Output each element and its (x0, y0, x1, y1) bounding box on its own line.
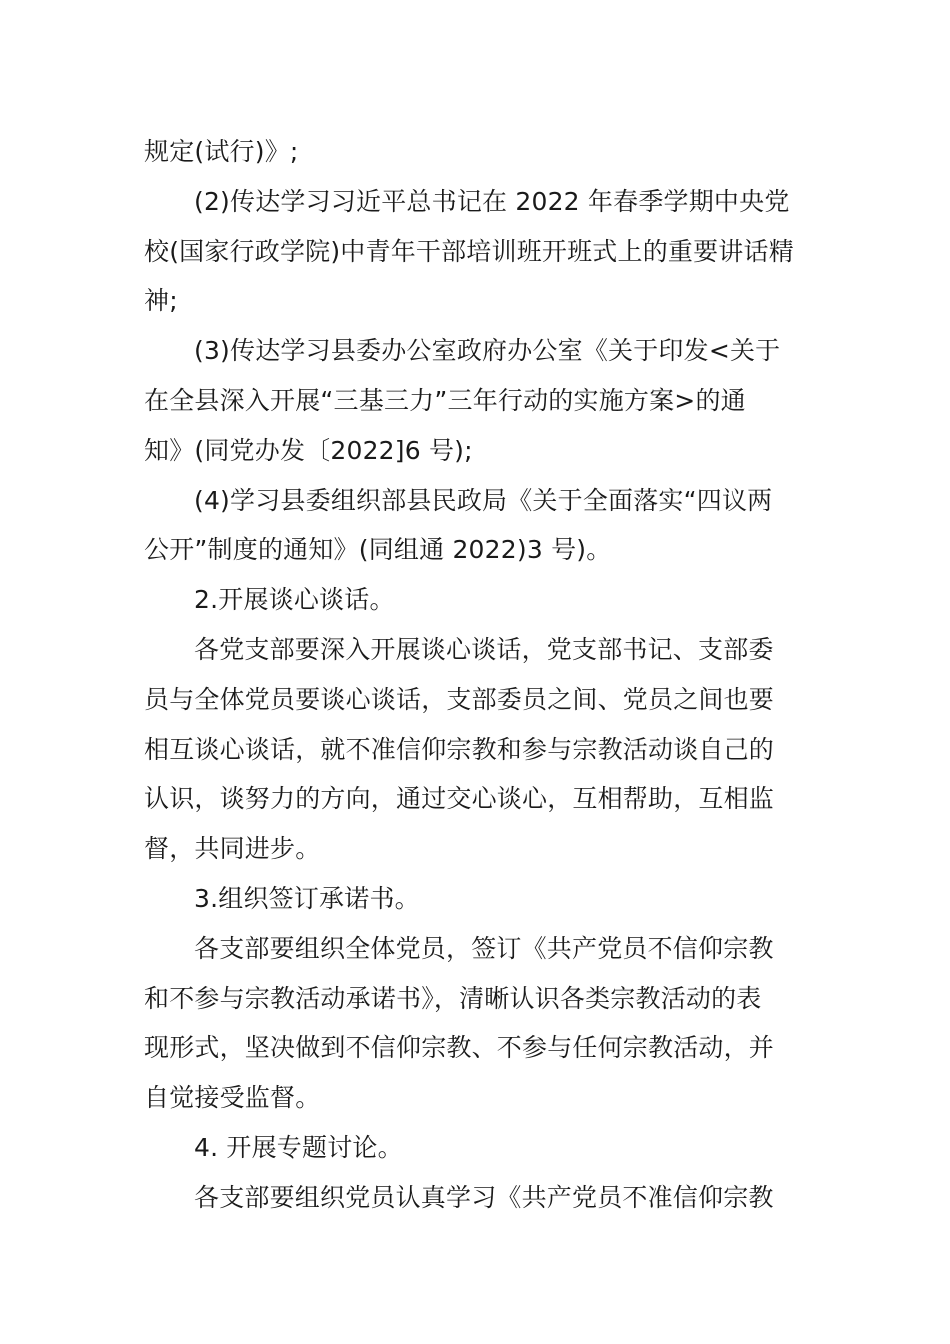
paragraph-line: 在全县深入开展“三基三力”三年行动的实施方案>的通 (144, 385, 746, 415)
paragraph-first-line: 各支部要组织党员认真学习《共产党员不准信仰宗教 (194, 1182, 774, 1212)
paragraph-first-line: (3)传达学习县委办公室政府办公室《关于印发<关于 (194, 336, 781, 366)
paragraph-line: 员与全体党员要谈心谈话，支部委员之间、党员之间也要 (144, 684, 775, 714)
paragraph-first-line: (4)学习县委组织部县民政局《关于全面落实“四议两 (194, 485, 773, 515)
paragraph-first-line: 各党支部要深入开展谈心谈话，党支部书记、支部委 (194, 634, 774, 664)
paragraph-line: 现形式，坚决做到不信仰宗教、不参与任何宗教活动，并 (144, 1033, 775, 1063)
paragraph-line: 规定(试行)》; (144, 137, 299, 166)
paragraph-line: 自觉接受监督。 (144, 1083, 321, 1113)
paragraph-line: 知》(同党办发〔2022]6 号); (144, 435, 473, 465)
document-body (144, 127, 810, 1223)
paragraph-first-line: 2.开展谈心谈话。 (194, 585, 395, 615)
paragraph-line: 认识，谈努力的方向，通过交心谈心，互相帮助，互相监 (144, 784, 775, 814)
paragraph-line: 相互谈心谈话，就不准信仰宗教和参与宗教活动谈自己的 (144, 734, 775, 764)
paragraph-line: 神; (144, 286, 178, 316)
paragraph-line: 公开”制度的通知》(同组通 2022)3 号)。 (144, 535, 612, 565)
paragraph-first-line: 各支部要组织全体党员，签订《共产党员不信仰宗教 (194, 933, 774, 963)
paragraph-first-line: (2)传达学习习近平总书记在 2022 年春季学期中央党 (194, 186, 790, 216)
paragraph-line: 校(国家行政学院)中青年干部培训班开班式上的重要讲话精 (144, 236, 794, 266)
paragraph-first-line: 4. 开展专题讨论。 (194, 1132, 403, 1162)
paragraph-line: 督，共同进步。 (144, 834, 321, 864)
paragraph-line: 和不参与宗教活动承诺书》，清晰认识各类宗教活动的表 (144, 983, 762, 1013)
paragraph-first-line: 3.组织签订承诺书。 (194, 883, 420, 913)
